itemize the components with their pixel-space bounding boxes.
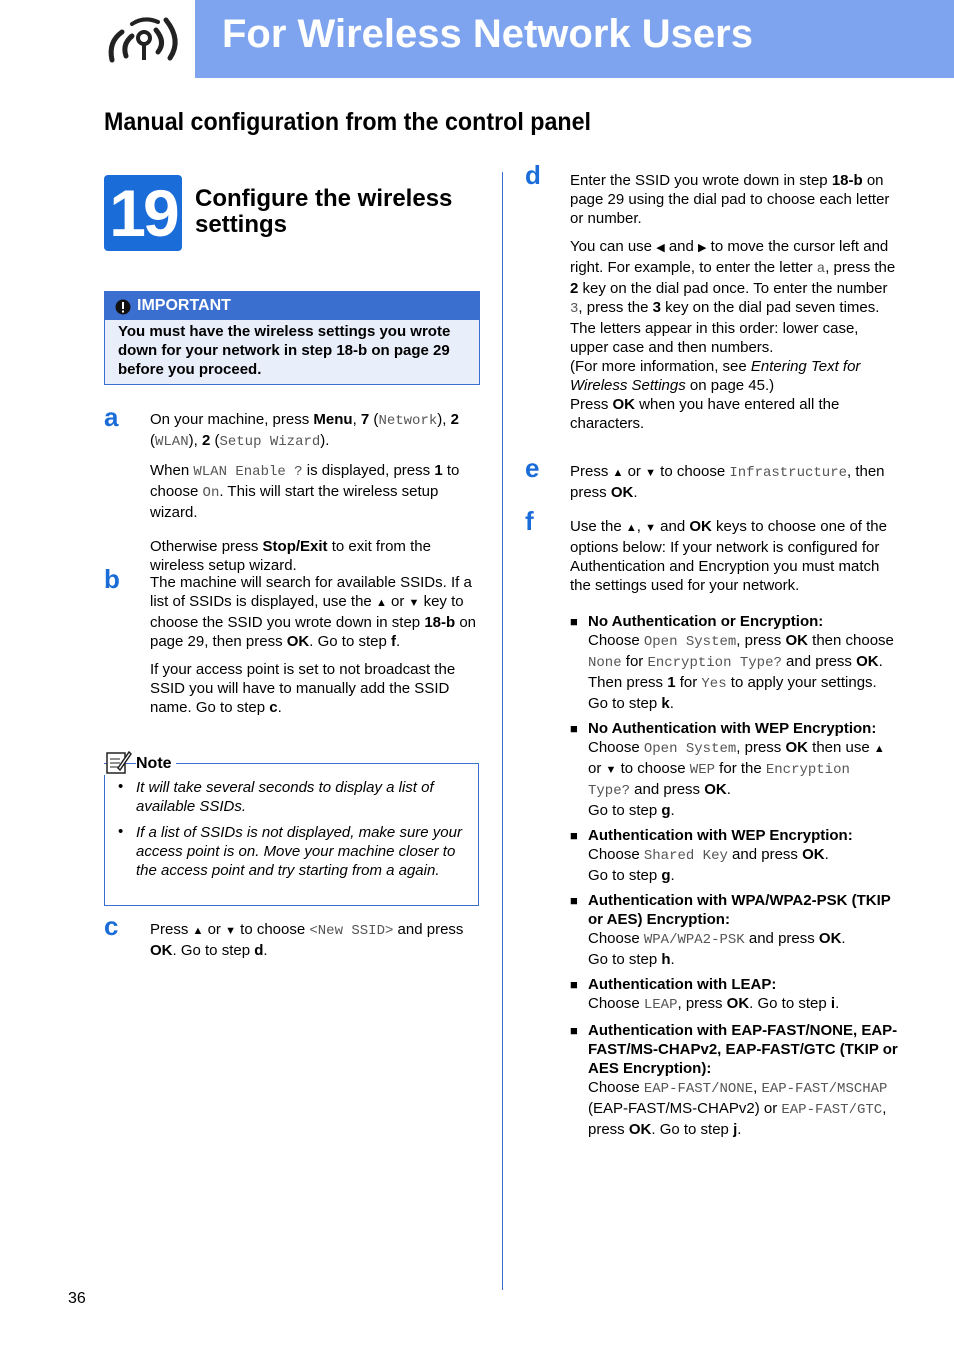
wireless-signal-icon: [102, 12, 186, 68]
note-box-left-border: [104, 775, 105, 905]
step-letter-c: c: [104, 911, 119, 941]
step-letter-a: a: [104, 402, 119, 432]
step-letter-f: f: [525, 506, 534, 536]
step-c-text: Press ▲ or ▼ to choose <New SSID> and press OK. Go to step d.: [150, 921, 464, 959]
warning-icon: [115, 299, 131, 315]
option-item: ■ No Authentication with WEP Encryption: Choose Open System, press OK then use ▲ or ▼ to choose WEP for the Encryption Type? and press OK. Go to step g.: [570, 720, 885, 819]
option-item: ■ No Authentication or Encryption: Choose Open System, press OK then choose None for Encryption Type? and press OK. Then press 1 for Yes to apply your settings. Go to step k.: [570, 613, 894, 712]
step-letter-e: e: [525, 453, 540, 483]
option-item: ■ Authentication with WEP Encryption: Choose Shared Key and press OK. Go to step g.: [570, 827, 853, 884]
section-title: Manual configuration from the control panel: [104, 108, 591, 136]
step-letter-d: d: [525, 160, 541, 190]
step-letter-b: b: [104, 564, 120, 594]
step-e-text: Press ▲ or ▼ to choose Infrastructure, then press OK.: [570, 463, 885, 501]
important-text: You must have the wireless settings you wrote down for your network in step 18-b on page 29 before you proceed.: [118, 323, 451, 378]
pencil-note-icon: [104, 748, 132, 776]
step-d-text: Enter the SSID you wrote down in step 18-b on page 29 using the dial pad to choose each letter or number. You can use ◀ and ▶ to move the cursor left and right. For example, to enter the letter a, press the 2 key on the dial pad once. To enter the number 3, press the 3 key on the dial pad seven times. The letters appear in this order: lower case, upper case and then numbers. (For more information, see Entering Text for Wireless Settings on page 45.) Press OK when you have entered all the characters.: [570, 172, 896, 432]
step-heading: Configure the wireless settings: [195, 185, 453, 238]
step-b-text: The machine will search for available SSIDs. If a list of SSIDs is displayed, use the ▲ or ▼ key to choose the SSID you wrote down in step 18-b on page 29, then press OK. Go to step f. If your access point is set to not broadcast the SSID you will have to manually add the SSID name. Go to step c.: [150, 574, 477, 716]
note-list: [118, 778, 463, 880]
step-a-text: On your machine, press Menu, 7 (Network), 2 (WLAN), 2 (Setup Wizard). When WLAN Enable ? is displayed, press 1 to choose On. This will start the wireless setup wizard. Otherwise press Stop/Exit to exit from the wireless setup wizard.: [150, 411, 460, 574]
step-f-text: Use the ▲, ▼ and OK keys to choose one of the options below: If your network is configured for Authentication and Encryption you must match the settings used for your network.: [570, 518, 887, 594]
page-number: 36: [68, 1290, 86, 1307]
options-list: [570, 612, 900, 1139]
note-title: Note: [136, 755, 176, 773]
option-item: ■ Authentication with WPA/WPA2-PSK (TKIP or AES) Encryption: Choose WPA/WPA2-PSK and press OK. Go to step h.: [570, 892, 891, 968]
important-title: IMPORTANT: [137, 297, 231, 314]
option-item: ■ Authentication with EAP-FAST/NONE, EAP-FAST/MS-CHAPv2, EAP-FAST/GTC (TKIP or AES Encryption): Choose EAP-FAST/NONE, EAP-FAST/MSCHAP (EAP-FAST/MS-CHAPv2) or EAP-FAST/GTC, press OK. Go to step j.: [570, 1022, 898, 1138]
note-item: • It will take several seconds to display a list of available SSIDs.: [118, 778, 434, 815]
column-divider: [502, 172, 503, 1290]
page-header-title: For Wireless Network Users: [222, 12, 753, 56]
option-item: ■ Authentication with LEAP: Choose LEAP, press OK. Go to step i.: [570, 976, 840, 1013]
note-item: • If a list of SSIDs is not displayed, make sure your access point is on. Move your machine closer to the access point and try starting from a again.: [118, 823, 462, 879]
step-number: 19: [109, 176, 177, 250]
